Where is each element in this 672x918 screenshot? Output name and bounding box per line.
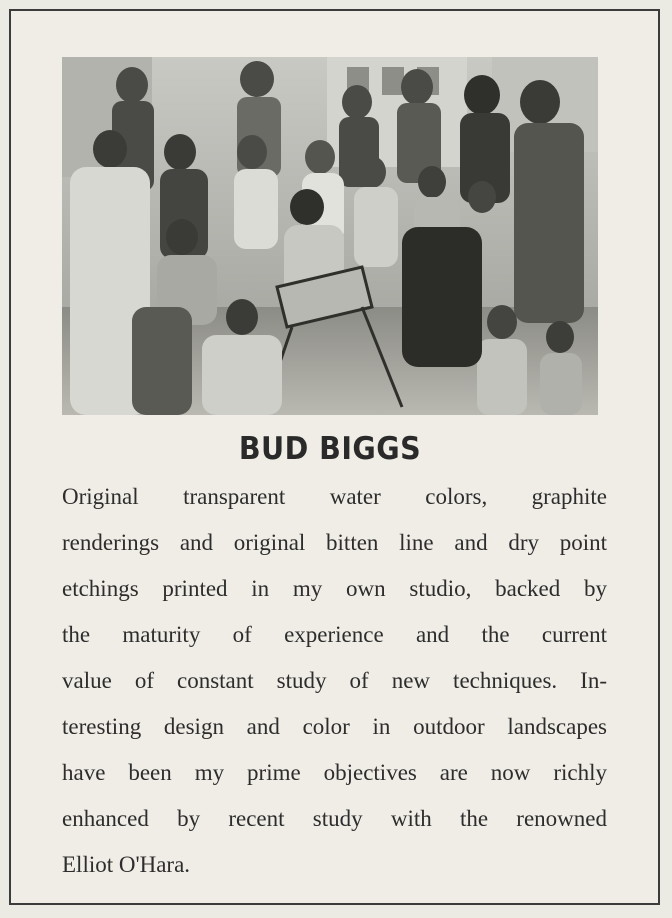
description-line: enhanced by recent study with the renowned [62, 806, 607, 831]
artist-description [62, 480, 607, 894]
description-line: Original transparent water colors, graphite [62, 484, 607, 509]
artist-name-heading: BUD BIGGS [238, 431, 422, 467]
description-line: the maturity of experience and the current [62, 622, 607, 647]
description-line: teresting design and color in outdoor landscapes [62, 714, 607, 739]
description-line: have been my prime objectives are now richly [62, 760, 607, 785]
group-photo-illustration [62, 57, 598, 415]
description-line: Elliot O'Hara. [62, 852, 191, 877]
description-line: etchings printed in my own studio, backed by [62, 576, 607, 601]
description-line: value of constant study of new techniques. In- [62, 668, 607, 693]
group-photo [62, 57, 598, 415]
description-line: renderings and original bitten line and dry point [62, 530, 607, 555]
